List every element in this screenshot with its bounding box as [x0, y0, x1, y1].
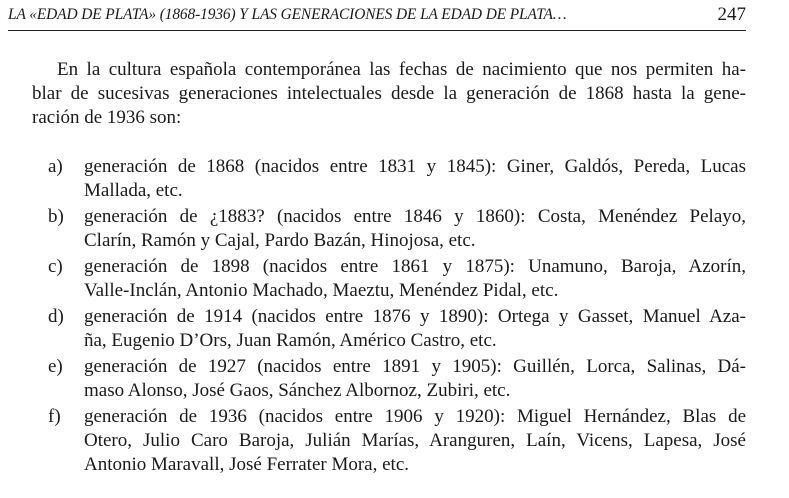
list-letter: f) — [48, 406, 61, 427]
list-item-line: generación de ¿1883? (nacidos entre 1846 y 1860): Costa, Menéndez Pelayo, — [84, 206, 746, 227]
running-title: LA «EDAD DE PLATA» (1868-1936) Y LAS GENERACIONES DE LA EDAD DE PLATA… — [8, 6, 567, 23]
generation-item-f — [48, 405, 746, 477]
generation-item-b — [48, 205, 746, 253]
intro-line: ración de 1936 son: — [32, 107, 182, 128]
list-letter: b) — [48, 206, 64, 227]
list-letter: c) — [48, 256, 63, 277]
generation-item-e — [48, 355, 746, 403]
list-item-line: generación de 1914 (nacidos entre 1876 y 1890): Ortega y Gasset, Manuel Aza- — [84, 306, 746, 327]
running-header — [8, 4, 746, 31]
intro-line: En la cultura española contemporánea las fechas de nacimiento que nos permiten ha- — [57, 59, 746, 80]
list-item-line: Clarín, Ramón y Cajal, Pardo Bazán, Hinojosa, etc. — [84, 230, 476, 251]
list-item-line: generación de 1898 (nacidos entre 1861 y 1875): Unamuno, Baroja, Azorín, — [84, 256, 746, 277]
list-item-line: ña, Eugenio D’Ors, Juan Ramón, Américo Castro, etc. — [84, 330, 497, 351]
list-item-line: maso Alonso, José Gaos, Sánchez Albornoz, Zubiri, etc. — [84, 380, 511, 401]
list-item-line: generación de 1868 (nacidos entre 1831 y 1845): Giner, Galdós, Pereda, Lucas — [84, 156, 746, 177]
generation-item-d — [48, 305, 746, 353]
generation-item-c — [48, 255, 746, 303]
list-item-line: Mallada, etc. — [84, 180, 183, 201]
intro-line: blar de sucesivas generaciones intelectuales desde la generación de 1868 hasta la gene- — [32, 83, 746, 104]
generation-item-a — [48, 155, 746, 203]
list-letter: d) — [48, 306, 64, 327]
generations-list — [48, 155, 746, 479]
list-item-line: generación de 1936 (nacidos entre 1906 y 1920): Miguel Hernández, Blas de — [84, 406, 746, 427]
list-letter: e) — [48, 356, 63, 377]
page-number: 247 — [717, 4, 746, 25]
list-letter: a) — [48, 156, 63, 177]
list-item-line: Antonio Maravall, José Ferrater Mora, etc. — [84, 454, 410, 475]
intro-paragraph — [32, 58, 746, 130]
list-item-line: Valle-Inclán, Antonio Machado, Maeztu, Menéndez Pidal, etc. — [84, 280, 559, 301]
list-item-line: Otero, Julio Caro Baroja, Julián Marías, Aranguren, Laín, Vicens, Lapesa, José — [84, 430, 746, 451]
list-item-line: generación de 1927 (nacidos entre 1891 y 1905): Guillén, Lorca, Salinas, Dá- — [84, 356, 746, 377]
